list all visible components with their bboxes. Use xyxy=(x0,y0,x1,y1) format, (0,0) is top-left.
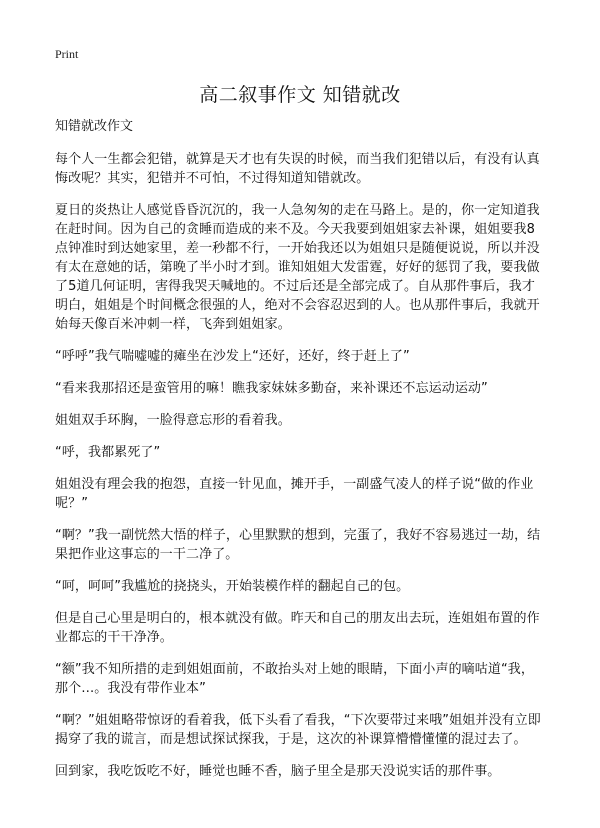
paragraph: “呼，我都累死了” xyxy=(55,445,161,460)
article-subtitle: 知错就改作文 xyxy=(55,119,134,134)
paragraph: “看来我那招还是蛮管用的嘛！瞧我家妹妹多勤奋，来补课还不忘运动运动” xyxy=(55,381,488,396)
paragraph: 姐姐双手环胸，一脸得意忘形的看着我。 xyxy=(55,413,291,428)
paragraph: 每个人一生都会犯错，就算是天才也有失误的时候，而当我们犯错以后，有没有认真悔改呢？其实，犯错并不可怕，不过得知道知错就改。 xyxy=(55,152,540,186)
paragraph: 但是自己心里是明白的，根本就没有做。昨天和自己的朋友出去玩，连姐姐布置的作业都忘的干干净净。 xyxy=(55,611,540,645)
article-body xyxy=(55,150,545,794)
paragraph: “啊？”姐姐略带惊讶的看着我，低下头看了看我，“下次要带过来哦”姐姐并没有立即揭穿了我的谎言，而是想试探试探我，于是，这次的补课算懵懵懂懂的混过去了。 xyxy=(55,713,541,747)
paragraph: “呵，呵呵”我尴尬的挠挠头，开始装模作样的翻起自己的包。 xyxy=(55,579,410,594)
print-link[interactable]: Print xyxy=(55,47,79,61)
paragraph: “啊？”我一副恍然大悟的样子，心里默默的想到，完蛋了，我好不容易逃过一劫，结果把作业这事忘的一干二净了。 xyxy=(55,528,541,562)
paragraph: 夏日的炎热让人感觉昏昏沉沉的，我一人急匆匆的走在马路上。是的，你一定知道我在赶时间。因为自己的贪睡而造成的来不及。今天我要到姐姐家去补课，姐姐要我8点钟准时到达她家里，差一秒都不行，一开始我还以为姐姐只是随便说说，所以并没有太在意她的话，第晚了半小时才到。谁知姐姐大发雷霆，好好的惩罚了我，要我做了5道几何证明，害得我哭天喊地的。不过后还是全部完成了。自从那件事后，我才明白，姐姐是个时间概念很强的人，绝对不会容忍迟到的人。也从那件事后，我就开始每天像百米冲刺一样，飞奔到姐姐家。 xyxy=(55,203,540,332)
page-title: 高二叙事作文 知错就改 xyxy=(199,84,401,106)
paragraph: “呼呼”我气喘嘘嘘的瘫坐在沙发上“还好，还好，终于赶上了” xyxy=(55,349,410,364)
paragraph: “额”我不知所措的走到姐姐面前，不敢抬头对上她的眼睛，下面小声的嘀咕道“我，那个…。我没有带作业本” xyxy=(55,662,535,696)
paragraph: 回到家，我吃饭吃不好，睡觉也睡不香，脑子里全是那天没说实话的那件事。 xyxy=(55,764,501,779)
paragraph: 姐姐没有理会我的抱怨，直接一针见血，摊开手，一副盛气凌人的样子说“做的作业呢？” xyxy=(55,477,534,511)
